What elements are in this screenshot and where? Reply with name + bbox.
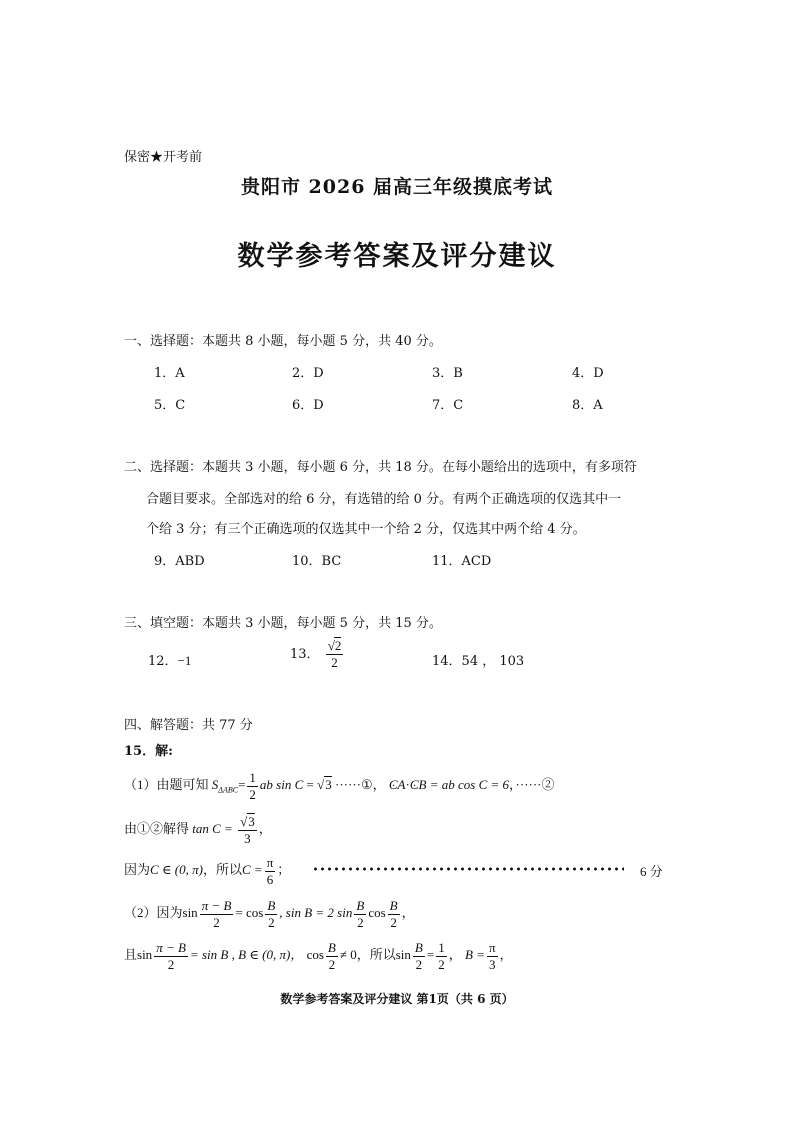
answer-5: 5．C — [154, 398, 186, 413]
dot-leader — [312, 866, 624, 872]
solution-line-5: 且sin $\frac{\pi - B}{2}$ = sin B , B ∈ (0, π)， cos $\frac{B}{2}$ ≠ 0，所以sin $\frac{B}{2}$ = $\frac{1}{2}$ ， B = $\frac{\pi}{3}$ ， — [124, 939, 513, 972]
answer-1: 1．A — [154, 366, 185, 381]
answer-13-label: 13． — [290, 647, 320, 662]
answer-13-fraction: $\frac{√2}{2}$ — [327, 638, 342, 670]
sqrt-icon: √ — [317, 777, 325, 792]
section1-heading: 一、选择题：本题共 8 小题，每小题 5 分，共 40 分。 — [124, 334, 442, 349]
score-6: 6 分 — [640, 864, 663, 879]
document-title: 数学参考答案及评分建议 — [237, 241, 557, 272]
section2-heading: 二、选择题：本题共 3 小题，每小题 6 分，共 18 分。在每小题给出的选项中，有多项符 — [124, 460, 637, 475]
answer-4: 4．D — [572, 366, 604, 381]
sqrt-icon: √ — [327, 638, 335, 653]
answer-12 — [148, 650, 191, 669]
section4-heading: 四、解答题：共 77 分 — [124, 718, 253, 733]
sqrt-icon: √ — [240, 813, 248, 829]
solution-line-3: 因为C ∈ (0, π)，所以C = $\frac{\pi}{6}$ ； — [124, 854, 291, 887]
solution-line-2: 由①②解得 tan C = $\frac{√3}{3}$ ， — [124, 813, 272, 846]
question-15-label: 15．解: — [124, 744, 173, 759]
answer-6: 6．D — [292, 398, 324, 413]
page-footer: 数学参考答案及评分建议 第1页（共 6 页） — [280, 992, 514, 1006]
answer-12-label: 12． — [148, 654, 178, 669]
answer-9: 9．ABD — [154, 554, 205, 569]
answer-11: 11．ACD — [432, 554, 492, 569]
section2-rules-line3: 个给 3 分；有三个正确选项的仅选其中一个给 2 分，仅选其中两个给 4 分。 — [146, 522, 586, 537]
section2-rules-line2: 合题目要求。全部选对的给 6 分，有选错的给 0 分。有两个正确选项的仅选其中一 — [146, 492, 622, 507]
solution-line-4: （2）因为sin $\frac{\pi - B}{2}$ = cos $\frac{B}{2}$ , sin B = 2 sin $\frac{B}{2}$ cos $\frac{B}{2}$ ， — [124, 897, 415, 930]
answer-13 — [290, 638, 345, 671]
answer-2: 2．D — [292, 366, 324, 381]
confidential-label: 保密★开考前 — [124, 150, 203, 165]
answer-10: 10．BC — [292, 554, 342, 569]
answer-7: 7．C — [432, 398, 464, 413]
answer-8: 8．A — [572, 398, 603, 413]
section3-heading: 三、填空题：本题共 3 小题，每小题 5 分，共 15 分。 — [124, 616, 442, 631]
answer-12-value: −1 — [177, 653, 192, 668]
answer-3: 3．B — [432, 366, 463, 381]
answer-14: 14．54 ， 103 — [432, 654, 525, 669]
exam-title: 贵阳市 2026 届高三年级摸底考试 — [240, 176, 554, 198]
solution-line-1: （1）由题可知 $S_{\Delta ABC}=$ $\frac{1}{2}$ ab sin C = √3 ······①， · CA·· CB = ab cos C = 6，······② — [124, 768, 555, 808]
